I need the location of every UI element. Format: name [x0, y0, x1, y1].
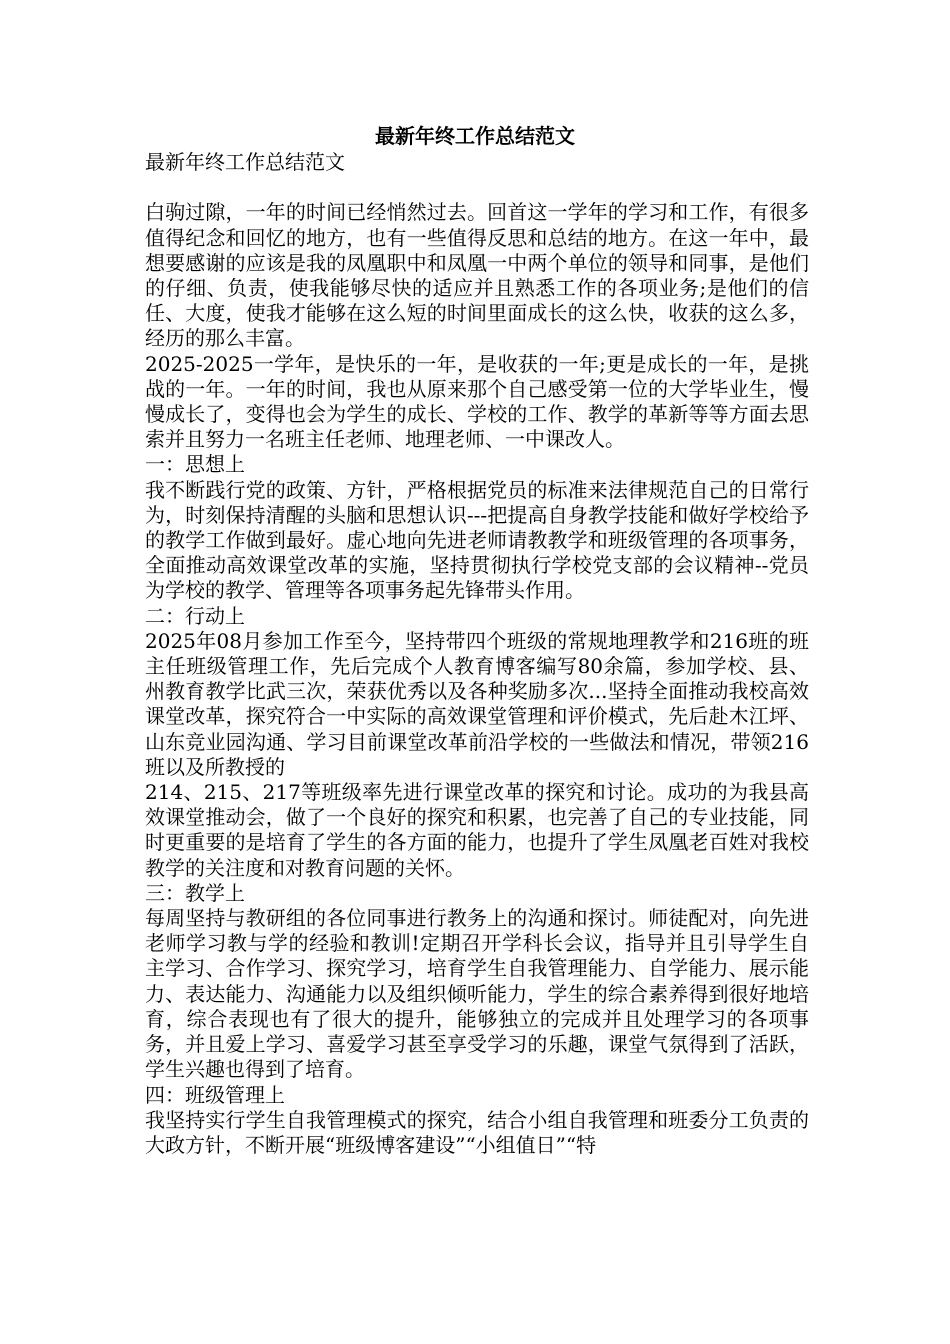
- document-title: 最新年终工作总结范文: [375, 124, 575, 148]
- paragraph-teaching: 每周坚持与教研组的各位同事进行教务上的沟通和探讨。师徒配对，向先进老师学习教与学的经验和教训!定期召开学科长会议，指导并且引导学生自主学习、合作学习、探究学习，培育学生自我管理能力、自学能力、展示能力、表达能力、沟通能力以及组织倾听能力，学生的综合素养得到很好地培育，综合表现也有了很大的提升，能够独立的完成并且处理学习的各项事务，并且爱上学习、喜爱学习甚至享受学习的乐趣，课堂气氛得到了活跃，学生兴趣也得到了培育。: [145, 906, 809, 1082]
- paragraph-class-management: 我坚持实行学生自我管理模式的探究，结合小组自我管理和班委分工负责的大政方针，不断开展“班级博客建设”“小组值日”“特: [145, 1107, 809, 1157]
- paragraph-intro: 白驹过隙，一年的时间已经悄然过去。回首这一学年的学习和工作，有很多值得纪念和回忆的地方，也有一些值得反思和总结的地方。在这一年中，最想要感谢的应该是我的凤凰职中和凤凰一中两个单位的领导和同事，是他们的仔细、负责，使我能够尽快的适应并且熟悉工作的各项业务;是他们的信任、大度，使我才能够在这么短的时间里面成长的这么快，收获的这么多，经历的那么丰富。: [145, 200, 809, 351]
- section-heading-class-management: 四：班级管理上: [145, 1082, 285, 1107]
- section-heading-thought: 一：思想上: [145, 452, 245, 477]
- blank-line: [145, 175, 809, 200]
- paragraph-thought: 我不断践行党的政策、方针，严格根据党员的标准来法律规范自己的日常行为，时刻保持清醒的头脑和思想认识---把提高自身教学技能和做好学校给予的教学工作做到最好。虚心地向先进老师请教教学和班级管理的各项事务，全面推动高效课堂改革的实施，坚持贯彻执行学校党支部的会议精神--党员为学校的教学、管理等各项事务起先锋带头作用。: [145, 477, 809, 603]
- paragraph-year-summary: 2025-2025一学年，是快乐的一年，是收获的一年;更是成长的一年，是挑战的一年。一年的时间，我也从原来那个自己感受第一位的大学毕业生，慢慢成长了，变得也会为学生的成长、学校的工作、教学的革新等等方面去思索并且努力一名班主任老师、地理老师、一中课改人。: [145, 351, 809, 452]
- document-subtitle: 最新年终工作总结范文: [145, 150, 345, 174]
- section-heading-action: 二：行动上: [145, 603, 245, 628]
- document-body: [145, 150, 809, 1158]
- paragraph-action-continued: 214、215、217等班级率先进行课堂改革的探究和讨论。成功的为我县高效课堂推动会，做了一个良好的探究和积累，也完善了自己的专业技能，同时更重要的是培育了学生的各方面的能力，也提升了学生凤凰老百姓对我校教学的关注度和对教育问题的关怀。: [145, 780, 809, 880]
- paragraph-action: 2025年08月参加工作至今，坚持带四个班级的常规地理教学和216班的班主任班级管理工作，先后完成个人教育博客编写80余篇，参加学校、县、州教育教学比武三次，荣获优秀以及各种奖励多次...坚持全面推动我校高效课堂改革，探究符合一中实际的高效课堂管理和评价模式，先后赴木江坪、山东竞业园沟通、学习目前课堂改革前沿学校的一些做法和情况，带领216班以及所教授的: [145, 628, 809, 779]
- section-heading-teaching: 三：教学上: [145, 880, 245, 905]
